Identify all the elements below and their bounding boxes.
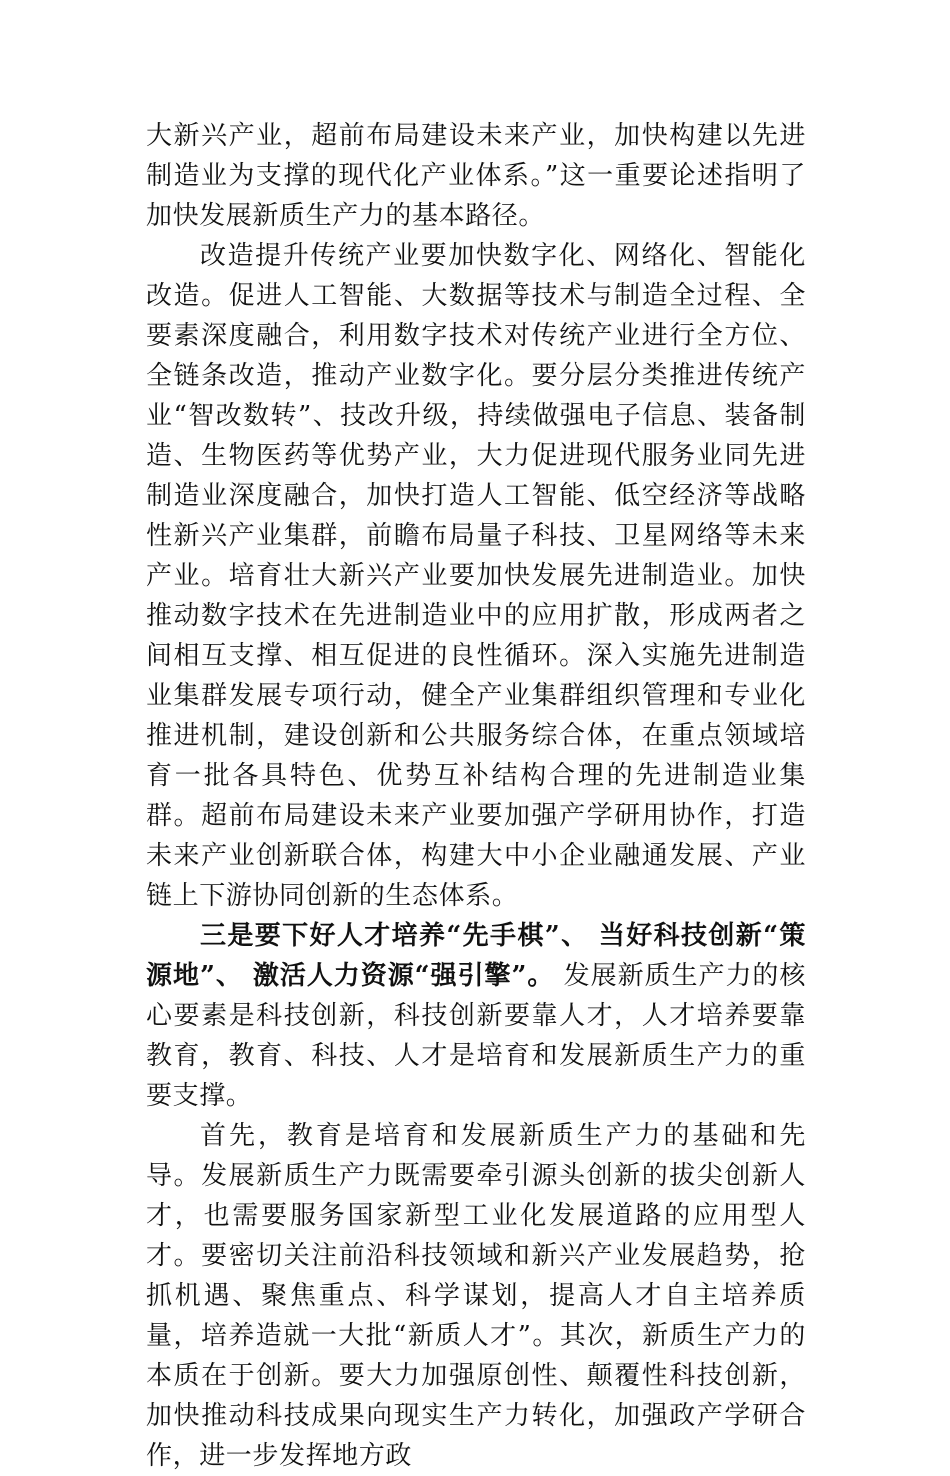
paragraph-education <box>146 1116 806 1476</box>
document-page <box>146 116 806 1476</box>
paragraph-text: 改造提升传统产业要加快数字化、网络化、智能化改造。促进人工智能、大数据等技术与制造全过程、全要素深度融合，利用数字技术对传统产业进行全方位、全链条改造，推动产业数字化。要分层分类推进传统产业“智改数转”、技改升级，持续做强电子信息、装备制造、生物医药等优势产业，大力促进现代服务业同先进制造业深度融合，加快打造人工智能、低空经济等战略性新兴产业集群，前瞻布局量子科技、卫星网络等未来产业。培育壮大新兴产业要加快发展先进制造业。加快推动数字技术在先进制造业中的应用扩散，形成两者之间相互支撑、相互促进的良性循环。深入实施先进制造业集群发展专项行动，健全产业集群组织管理和专业化推进机制，建设创新和公共服务综合体，在重点领域培育一批各具特色、优势互补结构合理的先进制造业集群。超前布局建设未来产业要加强产学研用协作，打造未来产业创新联合体，构建大中小企业融通发展、产业链上下游协同创新的生态体系。 <box>146 241 806 911</box>
paragraph-traditional-industry <box>146 236 806 916</box>
paragraph-talent-heading <box>146 916 806 1116</box>
paragraph-text: 大新兴产业，超前布局建设未来产业，加快构建以先进制造业为支撑的现代化产业体系。”这一重要论述指明了加快发展新质生产力的基本路径。 <box>146 121 806 231</box>
paragraph-text: 首先，教育是培育和发展新质生产力的基础和先导。发展新质生产力既需要牵引源头创新的拔尖创新人才，也需要服务国家新型工业化发展道路的应用型人才。要密切关注前沿科技领域和新兴产业发展趋势，抢抓机遇、聚焦重点、科学谋划，提高人才自主培养质量，培养造就一大批“新质人才”。其次，新质生产力的本质在于创新。要大力加强原创性、颠覆性科技创新，加快推动科技成果向现实生产力转化，加强政产学研合作，进一步发挥地方政 <box>146 1121 806 1471</box>
paragraph-continuation <box>146 116 806 236</box>
paragraph-text: 发展新质生产力的核心要素是科技创新，科技创新要靠人才，人才培养要靠教育，教育、科技、人才是培育和发展新质生产力的重要支撑。 <box>146 961 806 1111</box>
section-heading: 三是要下好人才培养“先手棋”、 当好科技创新“策源地”、 激活人力资源“强引擎”。 <box>146 921 806 991</box>
